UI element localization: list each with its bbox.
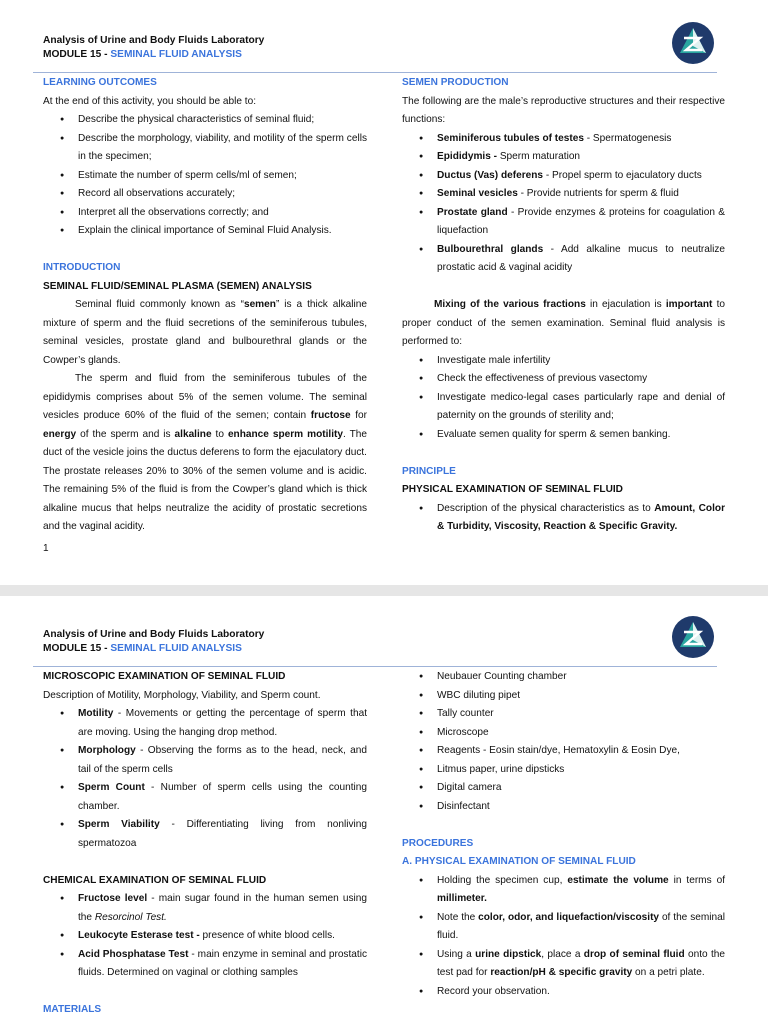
list-item: ● Seminal vesicles - Provide nutrients for sperm & fluid	[402, 185, 725, 204]
left-column	[43, 74, 367, 537]
list-item: ● Acid Phosphatase Test - main enzyme in seminal and prostatic fluids. Determined on vaginal or clothing samples	[43, 946, 367, 983]
microscopic-exam-list	[43, 705, 367, 853]
intro-paragraph-2: The sperm and fluid from the seminiferous tubules of the epididymis comprises about 5% of the semen volume. The seminal vesicles produce 60% of the fluid of the semen; contain fructose for energy of the sperm and is alkaline to enhance sperm motility. The duct of the vesicle joins the ductus deferens to form the ejaculatory duct. The prostate releases 20% to 30% of the semen volume and is acidic. The remaining 5% of the fluid is from the Cowper’s gland which is thick alkaline mucus that helps neutralize the acidity of prostatic secretions and the vaginal acidity.	[43, 373, 368, 532]
semen-production-heading: SEMEN PRODUCTION	[402, 77, 509, 88]
header-rule	[33, 72, 717, 73]
list-item: ● Epididymis - Sperm maturation	[402, 148, 725, 167]
procedures-heading: PROCEDURES	[402, 837, 474, 849]
procedures-subheading: A. PHYSICAL EXAMINATION OF SEMINAL FLUID	[402, 856, 636, 867]
chemical-exam-list	[43, 890, 367, 983]
page-header	[43, 628, 264, 656]
principle-list	[402, 500, 725, 537]
list-item: ● Investigate medico-legal cases particularly rape and denial of paternity on the grounds of sterility and;	[402, 389, 725, 426]
header-module: MODULE 15 - SEMINAL FLUID ANALYSIS	[43, 49, 242, 60]
document-page-2	[0, 596, 768, 1024]
list-item: ● Holding the specimen cup, estimate the volume in terms of millimeter.	[402, 872, 725, 909]
list-item: ● Record all observations accurately;	[43, 185, 367, 204]
list-item: ● Interpret all the observations correctly; and	[43, 204, 367, 223]
reproductive-structures-list	[402, 130, 725, 278]
list-item: ● Leukocyte Esterase test - presence of white blood cells.	[43, 927, 367, 946]
list-item: ● Prostate gland - Provide enzymes & proteins for coagulation & liquefaction	[402, 204, 725, 241]
list-item: ● Digital camera	[402, 779, 725, 798]
page-header	[43, 34, 264, 62]
list-item: ● Litmus paper, urine dipsticks	[402, 761, 725, 780]
list-item: ● Disinfectant	[402, 798, 725, 817]
materials-heading: MATERIALS	[43, 1004, 102, 1015]
analysis-purpose-list	[402, 352, 725, 445]
list-item: ● WBC diluting pipet	[402, 687, 725, 706]
mixing-paragraph: Mixing of the various fractions in ejaculation is important to proper conduct of the semen examination. Seminal fluid analysis is performed to:	[402, 299, 726, 347]
list-item: ● Investigate male infertility	[402, 352, 725, 371]
principle-subheading: PHYSICAL EXAMINATION OF SEMINAL FLUID	[402, 484, 623, 495]
materials-list	[402, 668, 725, 816]
list-item: ● Sperm Viability - Differentiating living from nonliving spermatozoa	[43, 816, 367, 853]
list-item: ● Note the color, odor, and liquefaction/viscosity of the seminal fluid.	[402, 909, 725, 946]
page-number: 1	[43, 543, 49, 554]
school-logo-icon	[670, 614, 716, 660]
semen-production-intro: The following are the male’s reproductive structures and their respective functions:	[402, 95, 725, 125]
principle-heading: PRINCIPLE	[402, 465, 456, 477]
list-item: ● Describe the physical characteristics of seminal fluid;	[43, 111, 367, 130]
intro-paragraph-1: Seminal fluid commonly known as “semen” is a thick alkaline mixture of sperm and the fluid secretions of the seminiferous tubules, seminal vesicles, prostate gland and bulbourethral glands or the Cowper’s glands.	[43, 299, 367, 366]
learning-outcomes-list	[43, 111, 367, 241]
list-item: ● Tally counter	[402, 705, 725, 724]
list-item: ● Reagents - Eosin stain/dye, Hematoxylin & Eosin Dye,	[402, 742, 725, 761]
list-item: ● Sperm Count - Number of sperm cells using the counting chamber.	[43, 779, 367, 816]
header-rule	[33, 666, 717, 667]
learning-outcomes-heading: LEARNING OUTCOMES	[43, 77, 157, 88]
list-item: ● Bulbourethral glands - Add alkaline mucus to neutralize prostatic acid & vaginal acidity	[402, 241, 725, 278]
list-item: ● Neubauer Counting chamber	[402, 668, 725, 687]
list-item: ● Explain the clinical importance of Seminal Fluid Analysis.	[43, 222, 367, 241]
header-lab-title: Analysis of Urine and Body Fluids Laboratory	[43, 629, 265, 640]
right-column	[402, 74, 725, 537]
microscopic-exam-heading: MICROSCOPIC EXAMINATION OF SEMINAL FLUID	[43, 671, 286, 682]
introduction-heading: INTRODUCTION	[43, 262, 121, 273]
school-logo-icon	[670, 20, 716, 66]
chemical-exam-heading: CHEMICAL EXAMINATION OF SEMINAL FLUID	[43, 874, 267, 886]
right-column	[402, 668, 725, 1001]
list-item: ● Seminiferous tubules of testes - Spermatogenesis	[402, 130, 725, 149]
left-column	[43, 668, 367, 1020]
list-item: ● Check the effectiveness of previous vasectomy	[402, 370, 725, 389]
list-item: ● Motility - Movements or getting the percentage of sperm that are moving. Using the hanging drop method.	[43, 705, 367, 742]
list-item: ● Fructose level - main sugar found in the human semen using the Resorcinol Test.	[43, 890, 367, 927]
list-item: ● Describe the morphology, viability, and motility of the sperm cells in the specimen;	[43, 130, 367, 167]
list-item: ● Description of the physical characteristics as to Amount, Color & Turbidity, Viscosity, Reaction & Specific Gravity.	[402, 500, 725, 537]
header-module: MODULE 15 - SEMINAL FLUID ANALYSIS	[43, 643, 242, 654]
list-item: ● Ductus (Vas) deferens - Propel sperm to ejaculatory ducts	[402, 167, 725, 186]
header-lab-title: Analysis of Urine and Body Fluids Laboratory	[43, 35, 265, 46]
list-item: ● Morphology - Observing the forms as to the head, neck, and tail of the sperm cells	[43, 742, 367, 779]
introduction-subheading: SEMINAL FLUID/SEMINAL PLASMA (SEMEN) ANALYSIS	[43, 280, 312, 292]
procedure-steps-list	[402, 872, 725, 1002]
list-item: ● Evaluate semen quality for sperm & semen banking.	[402, 426, 725, 445]
list-item: ● Using a urine dipstick, place a drop of seminal fluid onto the test pad for reaction/pH & specific gravity on a petri plate.	[402, 946, 725, 983]
list-item: ● Microscope	[402, 724, 725, 743]
list-item: ● Record your observation.	[402, 983, 725, 1002]
list-item: ● Estimate the number of sperm cells/ml of semen;	[43, 167, 367, 186]
learning-outcomes-intro: At the end of this activity, you should be able to:	[43, 95, 257, 107]
microscopic-exam-intro: Description of Motility, Morphology, Viability, and Sperm count.	[43, 689, 321, 701]
page-separator	[0, 585, 768, 596]
